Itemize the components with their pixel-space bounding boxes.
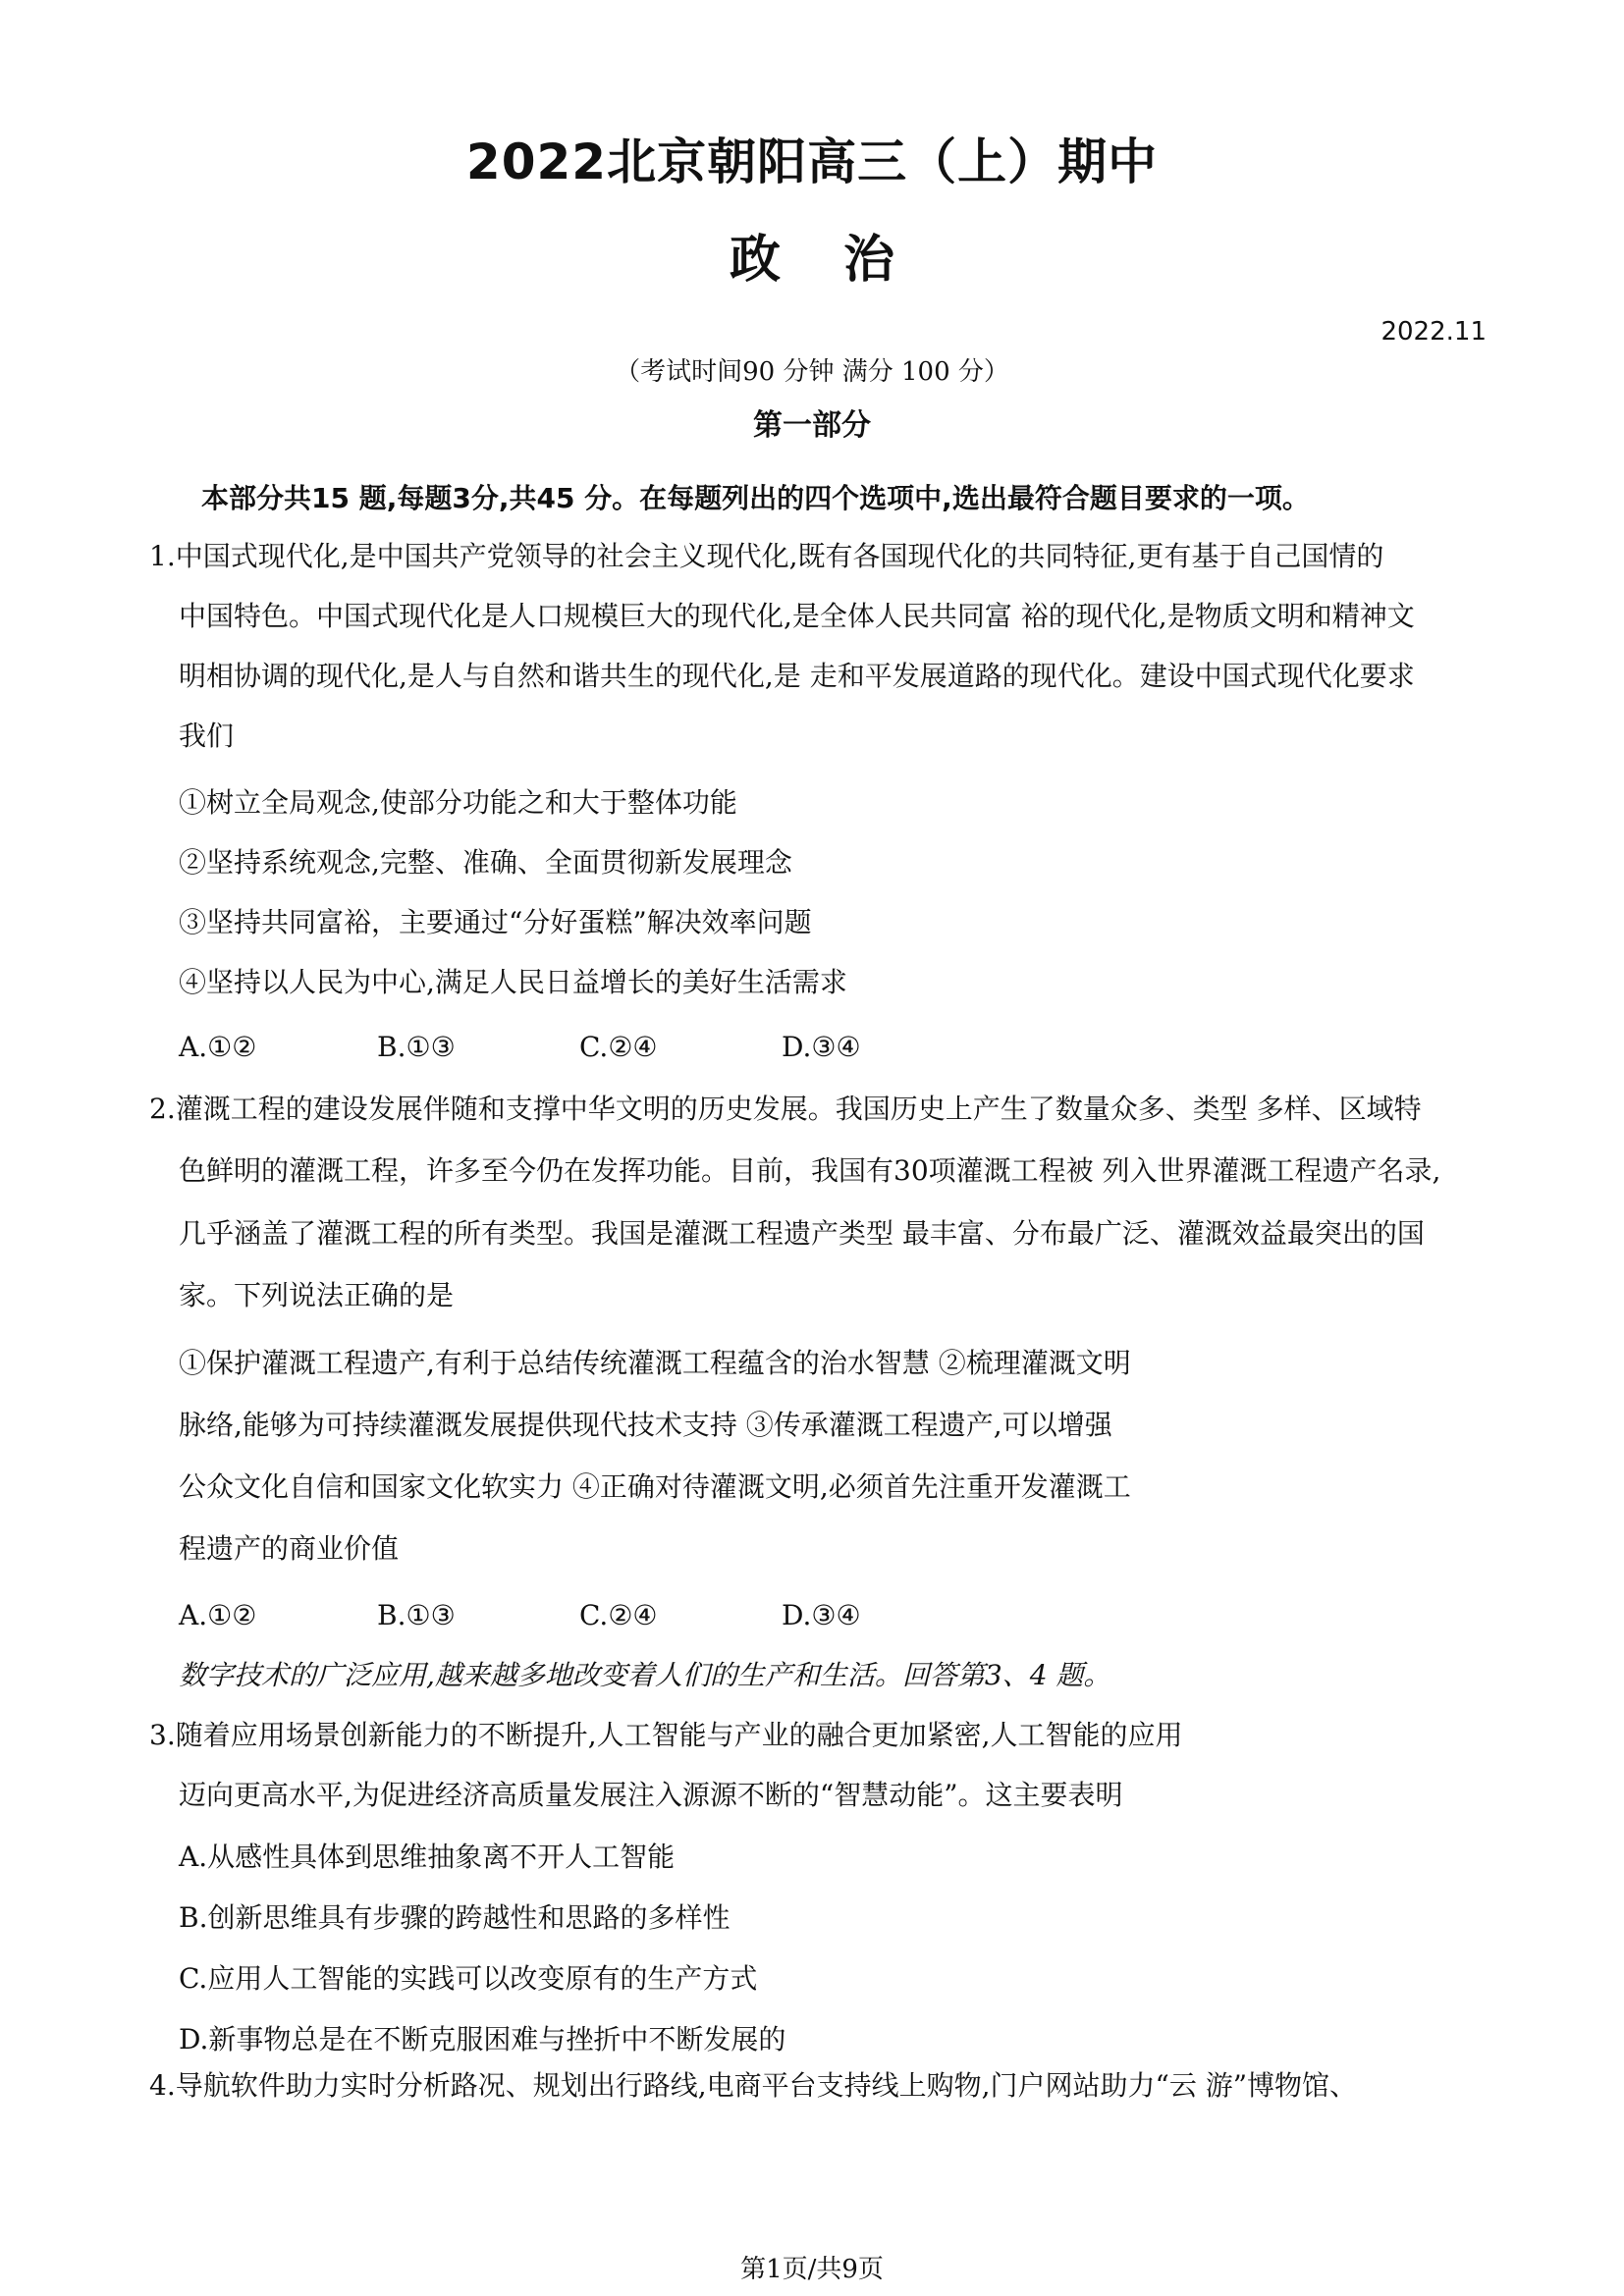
- q1-choice: ①树立全局观念,使部分功能之和大于整体功能: [179, 786, 737, 819]
- q2-stem-line: 家。下列说法正确的是: [179, 1279, 455, 1311]
- part-instruction: 本部分共15 题,每题3分,共45 分。在每题列出的四个选项中,选出最符合题目要求的一项。: [201, 482, 1310, 514]
- q1-choice: ②坚持系统观念,完整、准确、全面贯彻新发展理念: [179, 846, 792, 879]
- q2-option-a: A.①②: [179, 1599, 257, 1631]
- page-title: 2022北京朝阳高三（上）期中: [465, 133, 1159, 190]
- q1-stem-line: 明相协调的现代化,是人与自然和谐共生的现代化,是 走和平发展道路的现代化。建设中国式现代化要求: [179, 660, 1415, 692]
- q1-choice: ④坚持以人民为中心,满足人民日益增长的美好生活需求: [179, 966, 847, 998]
- q2-stem-line: 几乎涵盖了灌溉工程的所有类型。我国是灌溉工程遗产类型 最丰富、分布最广泛、灌溉效益最突出的国: [179, 1217, 1425, 1250]
- q2-option-c: C.②④: [579, 1599, 658, 1631]
- q1-option-b: B.①③: [377, 1031, 456, 1063]
- q3-stem-line: 3.随着应用场景创新能力的不断提升,人工智能与产业的融合更加紧密,人工智能的应用: [149, 1719, 1183, 1751]
- q1-stem-line: 中国特色。中国式现代化是人口规模巨大的现代化,是全体人民共同富 裕的现代化,是物质文明和精神文: [179, 600, 1415, 632]
- q2-choice-line: 公众文化自信和国家文化软实力 ④正确对待灌溉文明,必须首先注重开发灌溉工: [179, 1470, 1131, 1503]
- q1-option-a: A.①②: [179, 1031, 257, 1063]
- q2-choice-line: ①保护灌溉工程遗产,有利于总结传统灌溉工程蕴含的治水智慧 ②梳理灌溉文明: [179, 1347, 1131, 1379]
- q1-stem-line: 1.中国式现代化,是中国共产党领导的社会主义现代化,既有各国现代化的共同特征,更有基于自己国情的: [149, 540, 1384, 572]
- q2-stem-line: 2.灌溉工程的建设发展伴随和支撑中华文明的历史发展。我国历史上产生了数量众多、类型 多样、区域特: [149, 1093, 1422, 1125]
- q3-stem-line: 迈向更高水平,为促进经济高质量发展注入源源不断的“智慧动能”。这主要表明: [179, 1779, 1123, 1811]
- q1-stem-line: 我们: [179, 720, 235, 752]
- exam-date: 2022.11: [1380, 317, 1487, 347]
- part-heading: 第一部分: [753, 408, 871, 443]
- q2-option-d: D.③④: [782, 1599, 861, 1631]
- exam-info: （考试时间90 分钟 满分 100 分）: [615, 357, 1009, 387]
- q2-stem-line: 色鲜明的灌溉工程，许多至今仍在发挥功能。目前，我国有30项灌溉工程被 列入世界灌溉工程遗产名录,: [179, 1154, 1441, 1187]
- q3-4-intro: 数字技术的广泛应用,越来越多地改变着人们的生产和生活。回答第3、4 题。: [179, 1659, 1111, 1691]
- q4-stem-line: 4.导航软件助力实时分析路况、规划出行路线,电商平台支持线上购物,门户网站助力“云 游”博物馆、: [149, 2069, 1358, 2102]
- q3-option-b: B.创新思维具有步骤的跨越性和思路的多样性: [179, 1901, 731, 1934]
- q1-choice: ③坚持共同富裕，主要通过“分好蛋糕”解决效率问题: [179, 906, 812, 938]
- page-footer: 第1页/共9页: [740, 2255, 884, 2284]
- q3-option-c: C.应用人工智能的实践可以改变原有的生产方式: [179, 1962, 758, 1995]
- q2-choice-line: 程遗产的商业价值: [179, 1532, 400, 1565]
- q3-option-d: D.新事物总是在不断克服困难与挫折中不断发展的: [179, 2023, 786, 2056]
- q2-choice-line: 脉络,能够为可持续灌溉发展提供现代技术支持 ③传承灌溉工程遗产,可以增强: [179, 1409, 1112, 1441]
- q1-option-c: C.②④: [579, 1031, 658, 1063]
- q3-option-a: A.从感性具体到思维抽象离不开人工智能: [179, 1841, 676, 1873]
- subject-title: 政治: [729, 231, 957, 290]
- q2-option-b: B.①③: [377, 1599, 456, 1631]
- q1-option-d: D.③④: [782, 1031, 861, 1063]
